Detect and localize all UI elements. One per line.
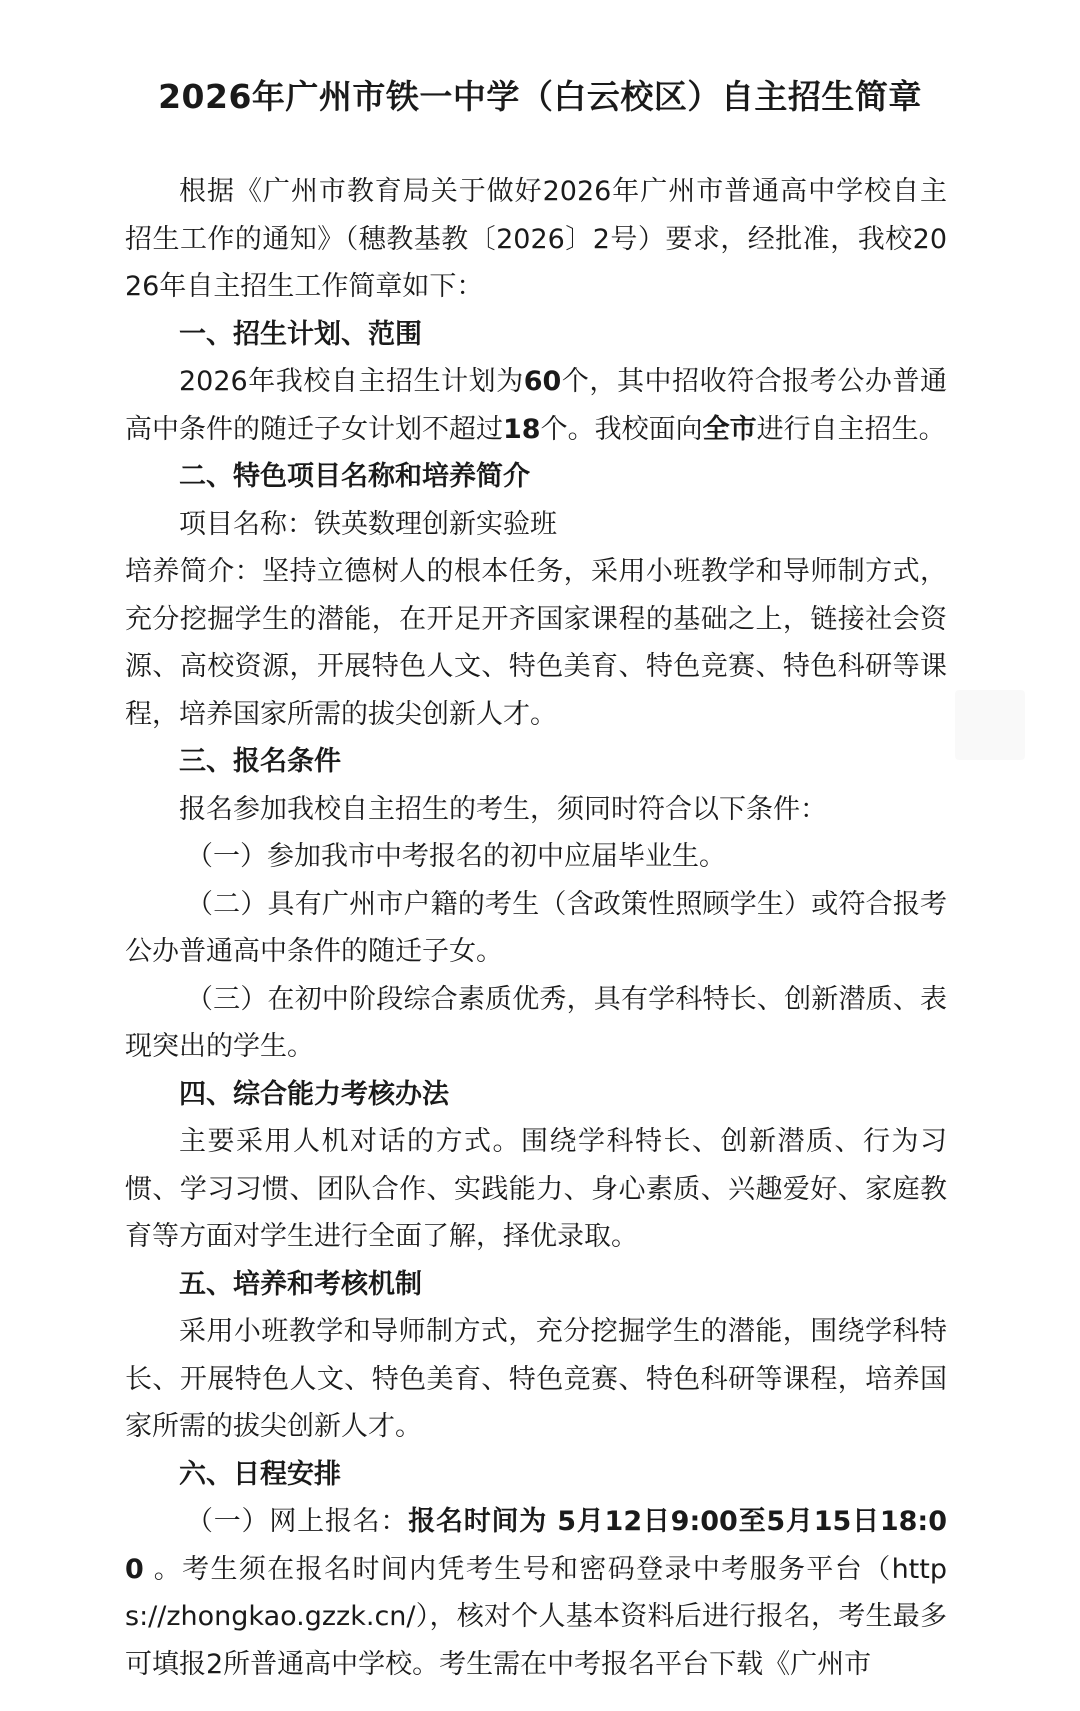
document-body bbox=[125, 168, 947, 1688]
s1-text-g: 进行自主招生。 bbox=[756, 413, 946, 445]
section-5-paragraph: 采用小班教学和导师制方式，充分挖掘学生的潜能，围绕学科特长、开展特色人文、特色美育、特色竞赛、特色科研等课程，培养国家所需的拔尖创新人才。 bbox=[125, 1316, 947, 1442]
section-6-heading: 六、日程安排 bbox=[179, 1458, 341, 1490]
s6-registration-time: 报名时间为 5月12日9:00至5月15日18:00 bbox=[125, 1506, 947, 1585]
section-2-heading: 二、特色项目名称和培养简介 bbox=[179, 461, 530, 492]
s1-text-c: 个，其中招收符合报考公办普通高中条件的随迁子女计划不超过 bbox=[125, 366, 948, 445]
section-2-intro: 培养简介：坚持立德树人的根本任务，采用小班教学和导师制方式，充分挖掘学生的潜能，在开足开齐国家课程的基础之上，链接社会资源、高校资源，开展特色人文、特色美育、特色竞赛、特色科研等课程，培养国家所需的拔尖创新人才。 bbox=[125, 556, 947, 730]
section-3-condition-1: （一）参加我市中考报名的初中应届毕业生。 bbox=[186, 841, 726, 872]
document-title: 2026年广州市铁一中学（白云校区）自主招生简章 bbox=[158, 77, 922, 116]
s1-scope: 全市 bbox=[702, 413, 757, 445]
s6-details: 。考生须在报名时间内凭考生号和密码登录中考服务平台（https://zhongkao.gzzk.cn/），核对个人基本资料后进行报名，考生最多可填报2所普通高中学校。考生需在中考报名平台下载《广州市 bbox=[125, 1553, 947, 1680]
s1-text-e: 个。我校面向 bbox=[540, 413, 703, 445]
section-1-paragraph bbox=[125, 358, 947, 453]
section-5-heading: 五、培养和考核机制 bbox=[179, 1268, 422, 1300]
s1-plan-count: 60 bbox=[523, 366, 562, 397]
section-3-condition-3: （三）在初中阶段综合素质优秀，具有学科特长、创新潜质、表现突出的学生。 bbox=[125, 983, 947, 1062]
s1-text-a: 2026年我校自主招生计划为 bbox=[179, 366, 524, 397]
section-4-paragraph: 主要采用人机对话的方式。围绕学科特长、创新潜质、行为习惯、学习习惯、团队合作、实践能力、身心素质、兴趣爱好、家庭教育等方面对学生进行全面了解，择优录取。 bbox=[125, 1126, 947, 1252]
section-1-heading: 一、招生计划、范围 bbox=[179, 318, 422, 350]
section-3-lead: 报名参加我校自主招生的考生，须同时符合以下条件： bbox=[179, 793, 827, 825]
scan-smudge bbox=[955, 690, 1025, 760]
section-3-condition-2: （二）具有广州市户籍的考生（含政策性照顾学生）或符合报考公办普通高中条件的随迁子女。 bbox=[125, 888, 947, 967]
s6-label: （一）网上报名： bbox=[186, 1506, 409, 1537]
s1-migrant-count: 18 bbox=[503, 413, 541, 445]
section-2-project-name: 项目名称：铁英数理创新实验班 bbox=[179, 508, 557, 540]
intro-paragraph: 根据《广州市教育局关于做好2026年广州市普通高中学校自主招生工作的通知》（穗教基教〔2026〕2号）要求，经批准，我校2026年自主招生工作简章如下： bbox=[125, 176, 947, 302]
section-3-heading: 三、报名条件 bbox=[179, 746, 341, 777]
section-4-heading: 四、综合能力考核办法 bbox=[179, 1078, 449, 1110]
section-6-registration bbox=[125, 1498, 947, 1688]
